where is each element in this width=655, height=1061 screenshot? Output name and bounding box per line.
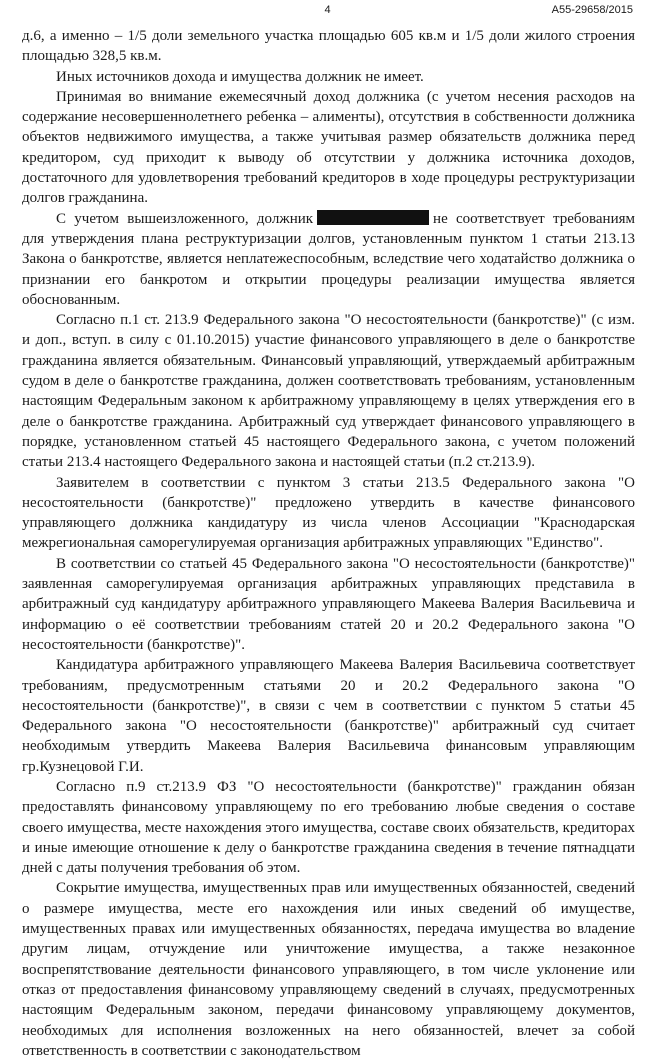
paragraph: В соответствии со статьей 45 Федерального закона "О несостоятельности (банкротстве)" заявленная саморегулируемая организация арбитражных управляющих представила в арбитражный суд кандидатуру арбитражного управляющего Макеева Валерия Васильевича и информацию о её соответствии требованиям статей 20 и 20.2 Федерального закона "О несостоятельности (банкротстве)".: [22, 555, 635, 653]
redaction-box: [317, 210, 429, 225]
paragraph: Согласно п.1 ст. 213.9 Федерального закона "О несостоятельности (банкротстве)" (с изм. и доп., вступ. в силу с 01.10.2015) участие финансового управляющего в деле о банкротстве гражданина является обязательным. Финансовый управляющий, утверждаемый арбитражным судом в деле о банкротстве гражданина, должен соответствовать требованиям, установленным настоящим Федеральным законом к арбитражному управляющему в целях утверждения его в деле о банкротстве гражданина. Арбитражный суд утверждает финансового управляющего в порядке, установленном статьей 45 настоящего Федерального закона, с учетом положений статьи 213.4 настоящего Федерального закона и настоящей статьи (п.2 ст.213.9).: [22, 312, 635, 471]
paragraph: Заявителем в соответствии с пунктом 3 статьи 213.5 Федерального закона "О несостоятельности (банкротстве)" предложено утвердить в качестве финансового управляющего должника кандидатуру из числа членов Ассоциации "Краснодарская межрегиональная саморегулируемая организация арбитражных управляющих "Единство".: [22, 474, 635, 552]
paragraph: [22, 209, 635, 310]
case-number: А55-29658/2015: [551, 4, 633, 16]
page-number: 4: [324, 4, 331, 16]
paragraph-text: С учетом вышеизложенного, должник: [56, 210, 314, 227]
paragraph: Иных источников дохода и имущества должник не имеет.: [56, 68, 424, 85]
paragraph: д.6, а именно – 1/5 доли земельного участка площадью 605 кв.м и 1/5 доли жилого строения площадью 328,5 кв.м.: [22, 28, 635, 65]
paragraph: Принимая во внимание ежемесячный доход должника (с учетом несения расходов на содержание несовершеннолетнего ребенка – алименты), отсутствия в собственности должника объектов недвижимого имущества, а также учитывая размер обязательств должника перед кредитором, суд приходит к выводу об отсутствии у должника источника доходов, достаточного для удовлетворения требований кредиторов в ходе процедуры реструктуризации долгов гражданина.: [22, 88, 635, 207]
paragraph: Кандидатура арбитражного управляющего Макеева Валерия Васильевича соответствует требованиям, предусмотренным статьями 20 и 20.2 Федерального закона "О несостоятельности (банкротстве)", в связи с чем в соответствии с пунктом 5 статьи 45 Федерального закона "О несостоятельности (банкротстве)" арбитражный суд считает необходимым утвердить Макеева Валерия Васильевича финансовым управляющим гр.Кузнецовой Г.И.: [22, 657, 635, 775]
paragraph-text: не соответствует требованиям для утверждения плана реструктуризации долгов, установленным пунктом 1 статьи 213.13 Закона о банкротстве, является неплатежеспособным, вследствие чего ходатайство должника о признании его банкротом и открытии процедуры реализации имущества является обоснованным.: [22, 210, 635, 308]
paragraph: Согласно п.9 ст.213.9 ФЗ "О несостоятельности (банкротстве)" гражданин обязан предоставлять финансовому управляющему по его требованию любые сведения о составе своего имущества, месте нахождения этого имущества, составе своих обязательств, кредиторах и иные имеющие отношение к делу о банкротстве гражданина сведения в течение пятнадцати дней с даты получения требования об этом.: [22, 778, 635, 877]
document-body: [22, 26, 635, 1061]
paragraph: Сокрытие имущества, имущественных прав или имущественных обязанностей, сведений о размере имущества, месте его нахождения или иных сведений об имуществе, имущественных правах или имущественных обязанностях, передача имущества во владение другим лицам, отчуждение или уничтожение имущества, а также незаконное воспрепятствование деятельности финансового управляющего, в том числе уклонение или отказ от предоставления финансовому управляющему сведений в случаях, предусмотренных настоящим Федеральным законом, передачи финансовому управляющему документов, необходимых для исполнения возложенных на него обязанностей, влечет за собой ответственность в соответствии с законодательством: [22, 880, 635, 1059]
